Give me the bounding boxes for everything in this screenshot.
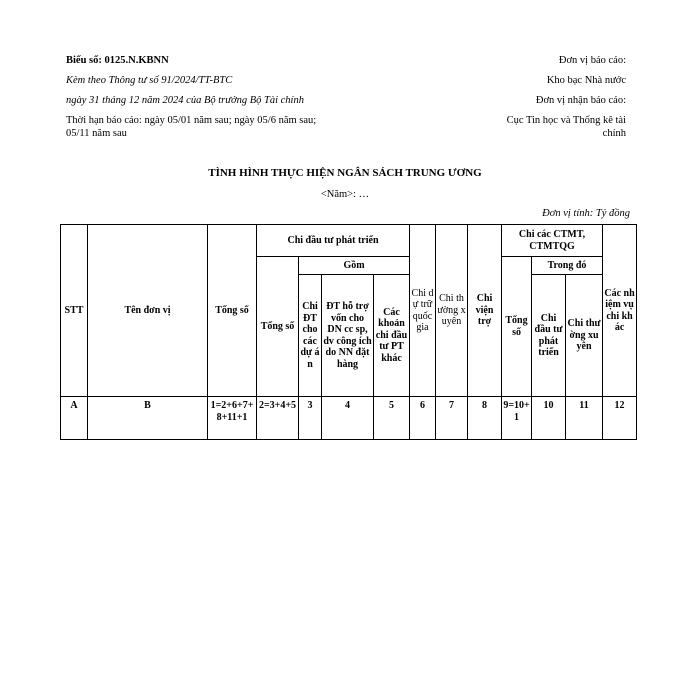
index-cell: 9=10+1 — [502, 397, 532, 440]
index-cell: 3 — [299, 397, 322, 440]
header-dev-other: Các khoản chi đầu tư PT khác — [374, 275, 410, 397]
index-cell: 10 — [532, 397, 566, 440]
receiving-unit-label: Đơn vị nhận báo cáo: — [535, 95, 626, 106]
header-aid: Chi viện trợ — [468, 225, 502, 397]
index-cell: 11 — [566, 397, 603, 440]
index-cell: 8 — [468, 397, 502, 440]
receiving-unit-line-2: chính — [602, 128, 626, 139]
report-title: TÌNH HÌNH THỰC HIỆN NGÂN SÁCH TRUNG ƯƠNG — [208, 167, 482, 179]
index-cell: A — [61, 397, 88, 440]
deadline-line-1: Thời hạn báo cáo: ngày 05/01 năm sau; ngày 05/6 năm sau; — [66, 115, 317, 126]
header-recurrent: Chi thường xuyên — [436, 225, 468, 397]
header-dev-including: Gồm — [299, 257, 410, 275]
index-cell: B — [88, 397, 208, 440]
form-code: Biểu số: 0125.N.KBNN — [66, 55, 169, 66]
header-group-programs: Chi các CTMT, CTMTQG — [502, 225, 603, 257]
index-cell: 12 — [603, 397, 637, 440]
header-dev-support: ĐT hỗ trợ vốn cho DN cc sp, dv công ích do NN đặt hàng — [322, 275, 374, 397]
budget-table — [60, 224, 637, 440]
header-dev-projects: Chi ĐT cho các dự án — [299, 275, 322, 397]
index-cell: 2=3+4+5 — [257, 397, 299, 440]
header-stt: STT — [61, 225, 88, 397]
header-prog-recurrent: Chi thường xuyên — [566, 275, 603, 397]
reporting-unit: Kho bạc Nhà nước — [546, 75, 626, 86]
header-other-tasks: Các nhiệm vụ chi khác — [603, 225, 637, 397]
circular-reference: Kèm theo Thông tư số 91/2024/TT-BTC — [66, 75, 233, 86]
unit-of-measure: Đơn vị tính: Tỷ đồng — [542, 208, 630, 219]
header-total: Tổng số — [208, 225, 257, 397]
reporting-unit-label: Đơn vị báo cáo: — [558, 55, 626, 66]
circular-date: ngày 31 tháng 12 năm 2024 của Bộ trưởng Bộ Tài chính — [66, 95, 304, 106]
header-prog-of-which: Trong đó — [532, 257, 603, 275]
deadline-line-2: 05/11 năm sau — [66, 128, 127, 139]
header-reserve: Chi dự trữ quốc gia — [410, 225, 436, 397]
header-unit-name: Tên đơn vị — [88, 225, 208, 397]
index-cell: 1=2+6+7+8+11+1 — [208, 397, 257, 440]
header-dev-total: Tổng số — [257, 257, 299, 397]
index-cell: 7 — [436, 397, 468, 440]
header-group-development: Chi đầu tư phát triển — [257, 225, 410, 257]
index-cell: 5 — [374, 397, 410, 440]
receiving-unit-line-1: Cục Tin học và Thống kê tài — [506, 115, 626, 126]
header-prog-total: Tổng số — [502, 257, 532, 397]
index-cell: 6 — [410, 397, 436, 440]
index-cell: 4 — [322, 397, 374, 440]
report-year: <Năm>: … — [320, 189, 370, 200]
header-prog-dev: Chi đầu tư phát triển — [532, 275, 566, 397]
